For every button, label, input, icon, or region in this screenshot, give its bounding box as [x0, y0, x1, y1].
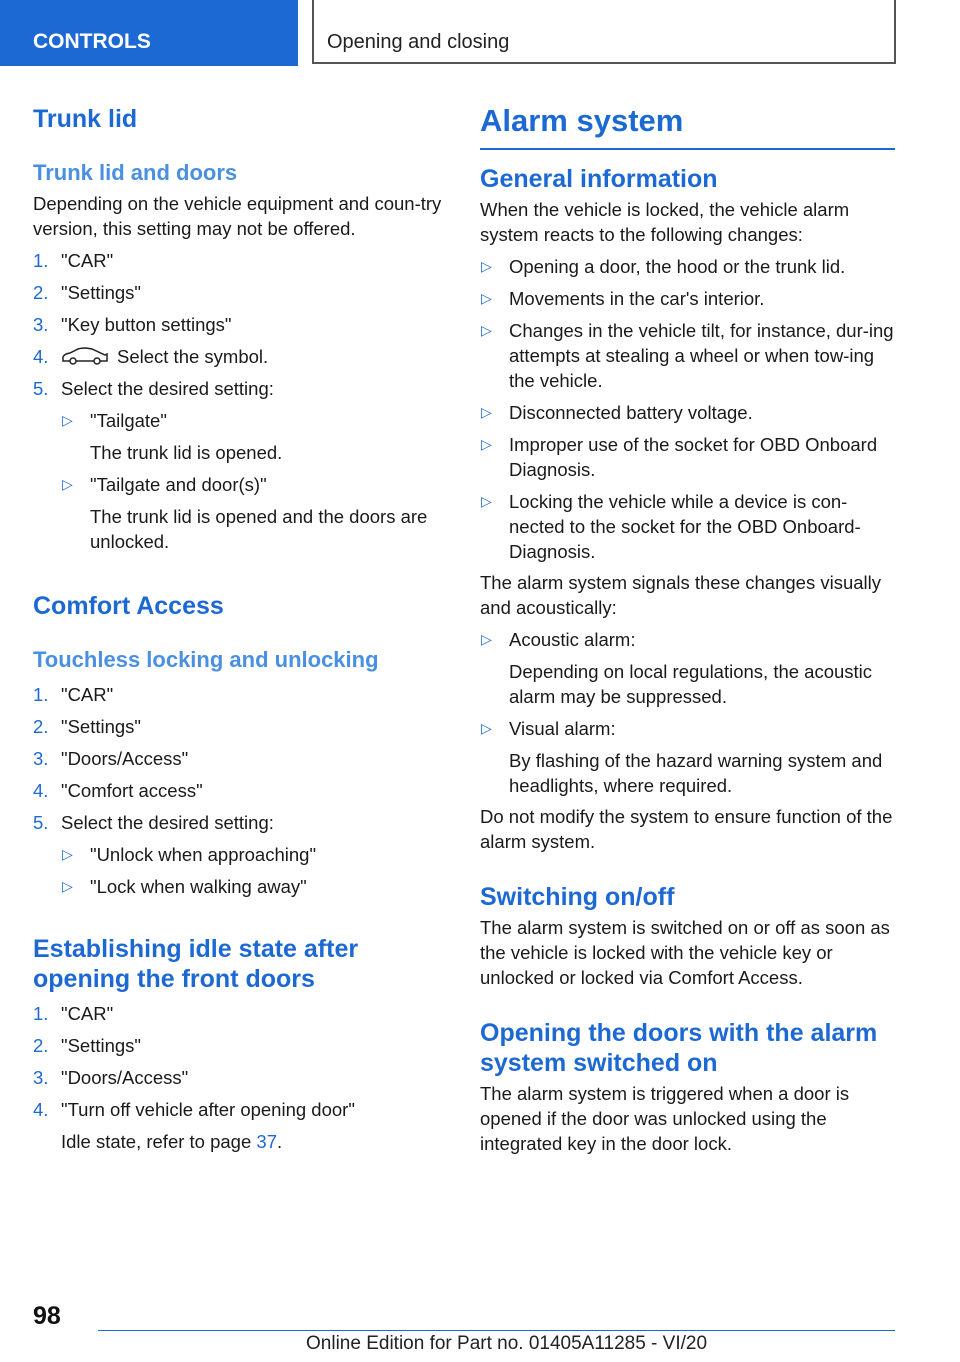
list-item: 3. "Key button settings"	[33, 314, 232, 335]
triangle-right-icon: ▷	[481, 493, 492, 509]
idle-steps	[33, 1001, 445, 1154]
page-header	[0, 0, 960, 66]
list-item: ▷ "Tailgate and door(s)" The trunk lid is opened and the doors are unlocked.	[62, 474, 428, 552]
list-item: ▷ Locking the vehicle while a device is con-nected to the socket for the OBD Onboard-Diagnosis.	[481, 491, 861, 562]
list-item: ▷ Disconnected battery voltage.	[481, 402, 753, 423]
list-item: ▷ Improper use of the socket for OBD Onboard Diagnosis.	[481, 434, 878, 480]
list-item: 2. "Settings"	[33, 282, 141, 303]
alarm-note: Do not modify the system to ensure function of the alarm system.	[480, 806, 893, 852]
triangle-right-icon: ▷	[62, 412, 73, 428]
heading-opening-doors: Opening the doors with the alarm system switched on	[480, 1019, 878, 1077]
left-column	[33, 96, 445, 1154]
subheading-trunk-lid-doors: Trunk lid and doors	[33, 160, 238, 185]
opening-text: The alarm system is triggered when a door is opened if the door was unlocked using the integrated key in the door lock.	[480, 1083, 850, 1154]
triangle-right-icon: ▷	[481, 258, 492, 274]
page-reference-link[interactable]: 37	[256, 1131, 277, 1152]
trunk-steps	[33, 248, 445, 554]
idle-reference: Idle state, refer to page 37.	[61, 1131, 283, 1152]
switching-text: The alarm system is switched on or off as soon as the vehicle is locked with the vehicle key or unlocked or locked via Comfort Access.	[480, 917, 890, 988]
triangle-right-icon: ▷	[481, 290, 492, 306]
heading-comfort-access: Comfort Access	[33, 592, 224, 620]
list-item: 2. "Settings"	[33, 716, 141, 737]
triangle-right-icon: ▷	[481, 720, 492, 736]
triangle-right-icon: ▷	[62, 878, 73, 894]
list-item: 5. Select the desired setting: ▷ "Tailgate" The trunk lid is opened. ▷ "Tailgate and door(s)" The trunk lid is opened and the doors are unlocked.	[33, 376, 445, 554]
comfort-steps	[33, 682, 445, 899]
list-item: ▷ Changes in the vehicle tilt, for instance, dur-ing attempts at stealing a wheel or when tow-ing the vehicle.	[481, 320, 894, 391]
heading-idle-state: Establishing idle state after opening the front doors	[33, 935, 359, 993]
list-item: ▷ Visual alarm: By flashing of the hazard warning system and headlights, where required.	[481, 718, 883, 796]
car-trunk-icon	[61, 346, 109, 366]
list-item: 2. "Settings"	[33, 1035, 141, 1056]
list-item: ▷ Acoustic alarm: Depending on local regulations, the acoustic alarm may be suppressed.	[481, 629, 873, 707]
list-item: 4. "Comfort access"	[33, 780, 203, 801]
list-item: ▷ Opening a door, the hood or the trunk lid.	[481, 256, 846, 277]
heading-general-info: General information	[480, 165, 718, 193]
triangle-right-icon: ▷	[62, 476, 73, 492]
list-item: 4. "Turn off vehicle after opening door" Idle state, refer to page 37.	[33, 1097, 445, 1154]
triangle-right-icon: ▷	[481, 404, 492, 420]
list-item: 3. "Doors/Access"	[33, 748, 189, 769]
list-item: 4. Select the symbol.	[33, 346, 269, 367]
list-item: 1. "CAR"	[33, 1003, 114, 1024]
chapter-title: Opening and closing	[312, 0, 896, 64]
triangle-right-icon: ▷	[481, 322, 492, 338]
subheading-touchless: Touchless locking and unlocking	[33, 647, 379, 672]
trunk-intro: Depending on the vehicle equipment and coun-try version, this setting may not be offered.	[33, 193, 442, 239]
page-number: 98	[33, 1302, 61, 1330]
comfort-options	[61, 842, 445, 899]
list-item: ▷ "Unlock when approaching"	[62, 844, 317, 865]
list-item: ▷ Movements in the car's interior.	[481, 288, 765, 309]
list-item: 1. "CAR"	[33, 684, 114, 705]
alarm-signals: The alarm system signals these changes visually and acoustically:	[480, 572, 882, 618]
alarm-title-rule	[480, 96, 895, 150]
trunk-options	[61, 408, 445, 554]
alarm-triggers	[480, 254, 895, 564]
list-item: ▷ "Lock when walking away"	[62, 876, 307, 897]
heading-switching: Switching on/off	[480, 883, 675, 911]
triangle-right-icon: ▷	[62, 846, 73, 862]
edition-info: Online Edition for Part no. 01405A11285 - VI/20	[306, 1333, 708, 1354]
right-column	[480, 96, 895, 1156]
triangle-right-icon: ▷	[481, 631, 492, 647]
alarm-intro: When the vehicle is locked, the vehicle alarm system reacts to the following changes:	[480, 199, 850, 245]
footer-divider	[98, 1330, 895, 1331]
triangle-right-icon: ▷	[481, 436, 492, 452]
alarm-signal-types	[480, 627, 895, 798]
list-item: 5. Select the desired setting: ▷ "Unlock when approaching" ▷ "Lock when walking away"	[33, 810, 445, 899]
section-tab[interactable]: CONTROLS	[0, 0, 298, 66]
heading-alarm-system: Alarm system	[480, 103, 684, 138]
heading-trunk-lid: Trunk lid	[33, 105, 138, 133]
list-item: 3. "Doors/Access"	[33, 1067, 189, 1088]
list-item: ▷ "Tailgate" The trunk lid is opened.	[62, 410, 283, 463]
list-item: 1. "CAR"	[33, 250, 114, 271]
